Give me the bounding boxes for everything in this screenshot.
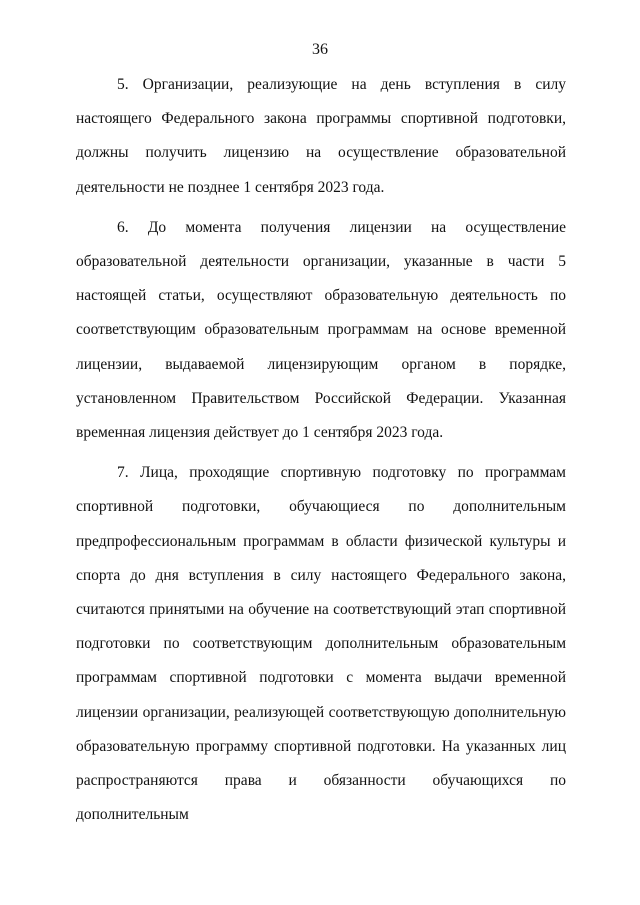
paragraph-6: 6. До момента получения лицензии на осуществление образовательной деятельности организации, указанные в части 5 настоящей статьи, осуществляют образовательную деятельность по соответствующим образовательным программам на основе временной лицензии, выдаваемой лицензирующим органом в порядке, установленном Правительством Российской Федерации. Указанная временная лицензия действует до 1 сентября 2023 года.	[76, 218, 566, 442]
paragraph-5: 5. Организации, реализующие на день вступления в силу настоящего Федерального закона программы спортивной подготовки, должны получить лицензию на осуществление образовательной деятельности не позднее 1 сентября 2023 года.	[76, 76, 566, 196]
document-body	[76, 68, 566, 838]
page-number: 36	[312, 41, 328, 58]
paragraph-7: 7. Лица, проходящие спортивную подготовку по программам спортивной подготовки, обучающиеся по дополнительным предпрофессиональным программам в области физической культуры и спорта до дня вступления в силу настоящего Федерального закона, считаются принятыми на обучение на соответствующий этап спортивной подготовки по соответствующим дополнительным образовательным программам спортивной подготовки с момента выдачи временной лицензии организации, реализующей соответствующую дополнительную образовательную программу спортивной подготовки. На указанных лиц распространяются права и обязанности обучающихся по дополнительным	[76, 464, 566, 824]
